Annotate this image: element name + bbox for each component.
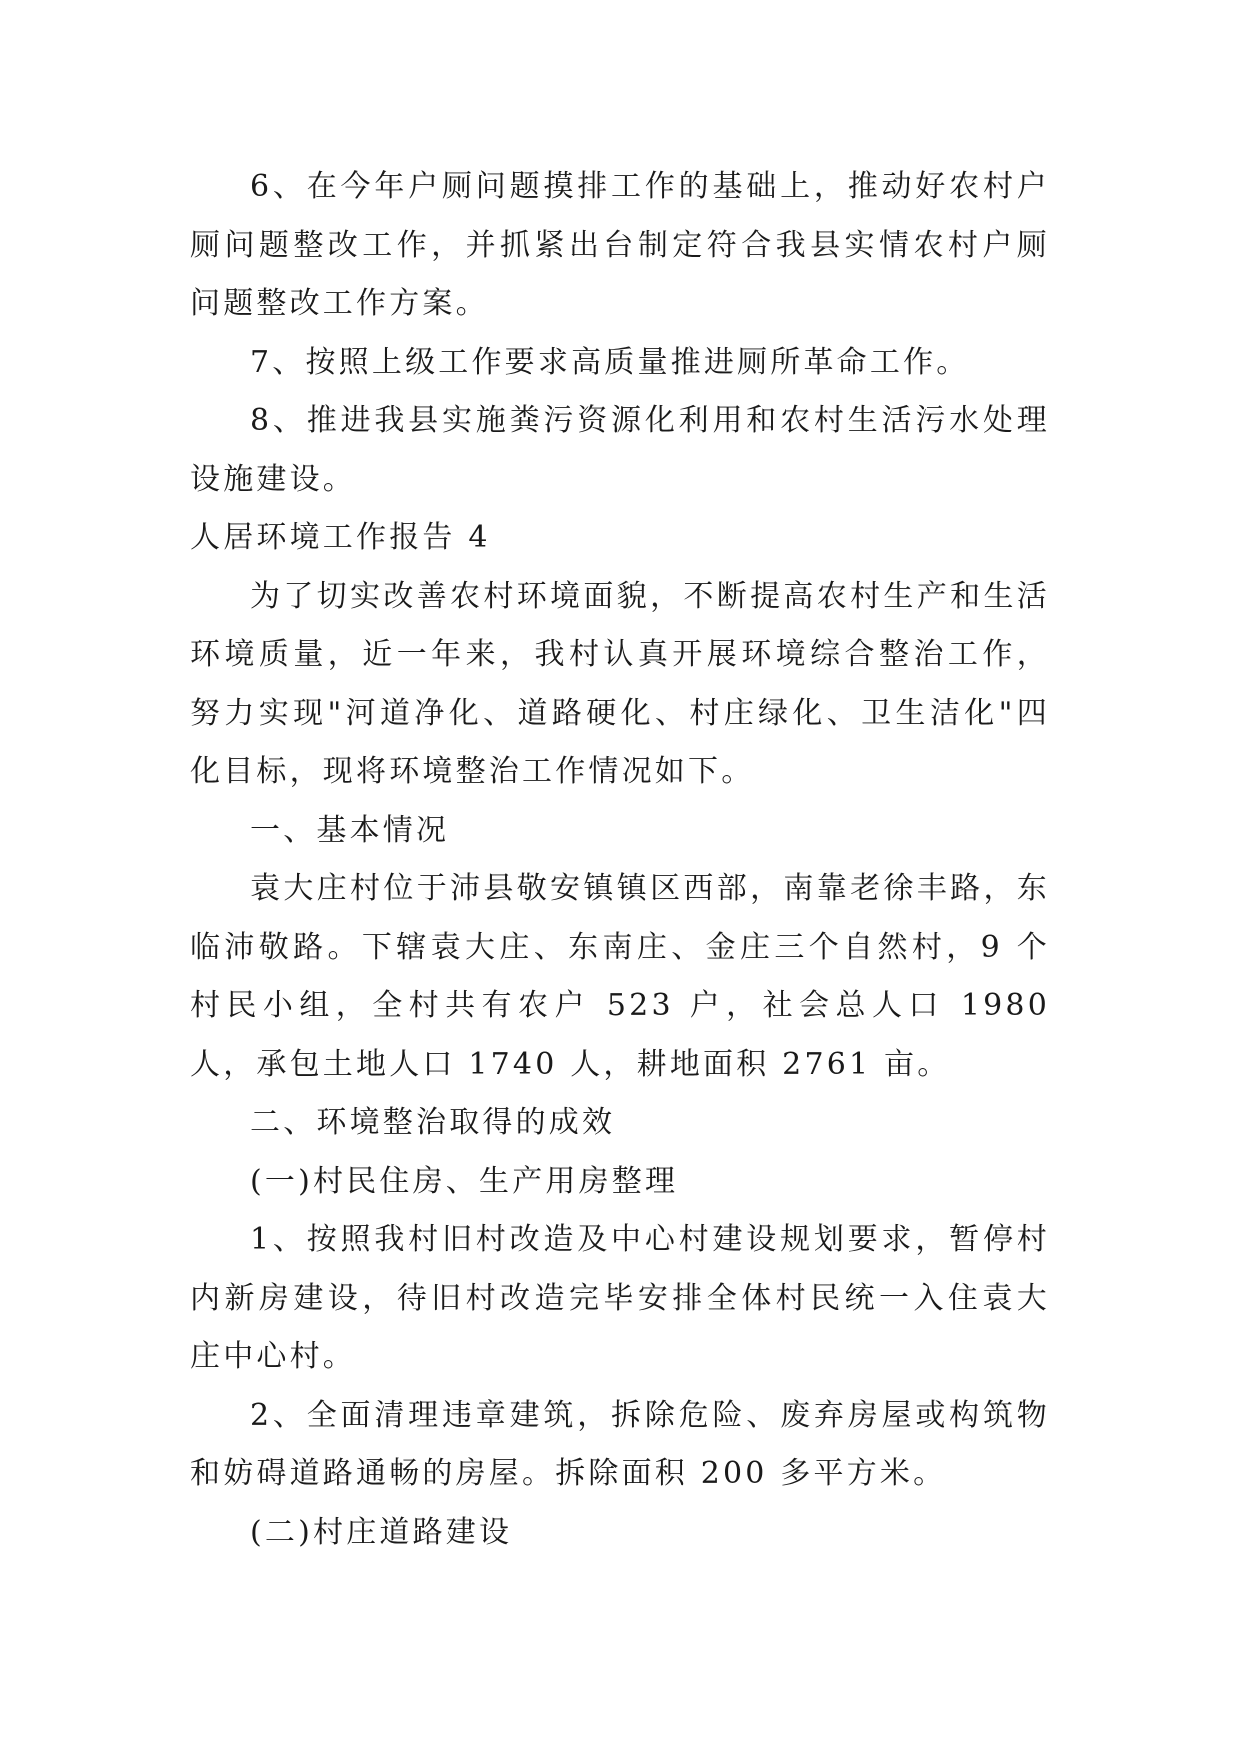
- subsection-heading-roads: (二)村庄道路建设: [250, 1514, 513, 1550]
- paragraph-item-8: 8、推进我县实施粪污资源化利用和农村生活污水处理设施建设。: [190, 403, 1050, 497]
- paragraph-item-6: 6、在今年户厕问题摸排工作的基础上，推动好农村户厕问题整改工作，并抓紧出台制定符合我县实情农村户厕问题整改工作方案。: [190, 169, 1050, 321]
- section-heading-basic: 一、基本情况: [250, 812, 450, 848]
- subsection-heading-housing: (一)村民住房、生产用房整理: [250, 1163, 679, 1199]
- paragraph-housing-1: 1、按照我村旧村改造及中心村建设规划要求，暂停村内新房建设，待旧村改造完毕安排全体村民统一入住袁大庄中心村。: [190, 1222, 1050, 1374]
- paragraph-housing-2: 2、全面清理违章建筑，拆除危险、废弃房屋或构筑物和妨碍道路通畅的房屋。拆除面积 200 多平方米。: [190, 1397, 1050, 1491]
- paragraph-intro: 为了切实改善农村环境面貌，不断提高农村生产和生活环境质量，近一年来，我村认真开展环境综合整治工作，努力实现"河道净化、道路硬化、村庄绿化、卫生洁化"四化目标，现将环境整治工作情况如下。: [190, 578, 1050, 789]
- paragraph-item-7: 7、按照上级工作要求高质量推进厕所革命工作。: [250, 344, 970, 380]
- report-heading: 人居环境工作报告 4: [190, 520, 491, 555]
- section-heading-results: 二、环境整治取得的成效: [250, 1105, 616, 1140]
- document-body: [190, 158, 1050, 1562]
- paragraph-basic-info: 袁大庄村位于沛县敬安镇镇区西部，南靠老徐丰路，东临沛敬路。下辖袁大庄、东南庄、金庄三个自然村，9 个村民小组，全村共有农户 523 户，社会总人口 1980 人，承包土地人口 1740 人，耕地面积 2761 亩。: [190, 871, 1050, 1082]
